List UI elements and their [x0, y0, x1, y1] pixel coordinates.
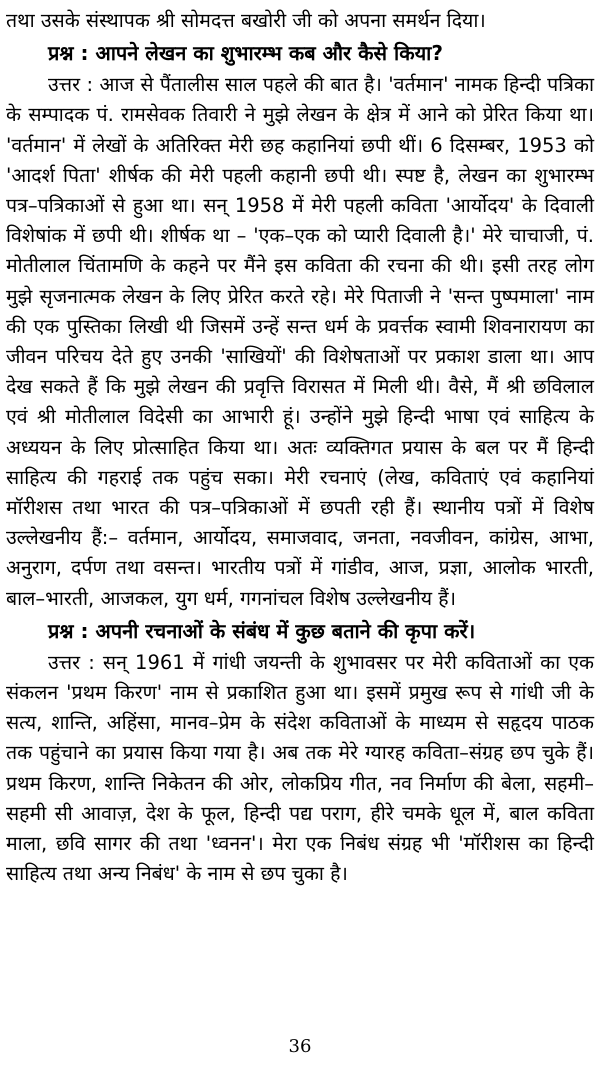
intro-paragraph: तथा उसके संस्थापक श्री सोमदत्त बखोरी जी को अपना समर्थन दिया। — [6, 9, 486, 32]
page-body — [6, 6, 594, 889]
question-2: प्रश्न : अपनी रचनाओं के संबंध में कुछ बताने की कृपा करें। — [48, 618, 476, 643]
question-1: प्रश्न : आपने लेखन का शुभारम्भ कब और कैसे किया? — [48, 41, 443, 66]
page-number: 36 — [288, 1036, 312, 1057]
answer-1: उत्तर : आज से पैंतालीस साल पहले की बात है। 'वर्तमान' नामक हिन्दी पत्रिका के सम्पादक पं. रामसेवक तिवारी ने मुझे लेखन के क्षेत्र में आने को प्रेरित किया था। 'वर्तमान' में लेखों के अतिरिक्त मेरी छह कहानियां छपी थीं। 6 दिसम्बर, 1953 को 'आदर्श पिता' शीर्षक की मेरी पहली कहानी छपी थी। स्पष्ट है, लेखन का शुभारम्भ पत्र–पत्रिकाओं से हुआ था। सन् 1958 में मेरी पहली कविता 'आर्योदय' के दिवाली विशेषांक में छपी थी। शीर्षक था – 'एक–एक को प्यारी दिवाली है।' मेरे चाचाजी, पं. मोतीलाल चिंतामणि के कहने पर मैंने इस कविता की रचना की थी। इसी तरह लोग मुझे सृजनात्मक लेखन के लिए प्रेरित करते रहे। मेरे पिताजी ने 'सन्त पुष्पमाला' नाम की एक पुस्तिका लिखी थी जिसमें उन्हें सन्त धर्म के प्रवर्त्तक स्वामी शिवनारायण का जीवन परिचय देते हुए उनकी 'साखियों' की विशेषताओं पर प्रकाश डाला था। आप देख सकते हैं कि मुझे लेखन की प्रवृत्ति विरासत में मिली थी। वैसे, मैं श्री छविलाल एवं श्री मोतीलाल विदेसी का आभारी हूं। उन्होंने मुझे हिन्दी भाषा एवं साहित्य के अध्ययन के लिए प्रोत्साहित किया था। अतः व्यक्तिगत प्रयास के बल पर मैं हिन्दी साहित्य की गहराई तक पहुंच सका। मेरी रचनाएं (लेख, कविताएं एवं कहानियां मॉरीशस तथा भारत की पत्र–पत्रिकाओं में छपती रही हैं। स्थानीय पत्रों में विशेष उल्लेखनीय हैं:– वर्तमान, आर्योदय, समाजवाद, जनता, नवजीवन, कांग्रेस, आभा, अनुराग, दर्पण तथा वसन्त। भारतीय पत्रों में गांडीव, आज, प्रज्ञा, आलोक भारती, बाल–भारती, आजकल, युग धर्म, गगनांचल विशेष उल्लेखनीय हैं। — [6, 73, 594, 610]
answer-2: उत्तर : सन् 1961 में गांधी जयन्ती के शुभावसर पर मेरी कविताओं का एक संकलन 'प्रथम किरण' नाम से प्रकाशित हुआ था। इसमें प्रमुख रूप से गांधी जी के सत्य, शान्ति, अहिंसा, मानव–प्रेम के संदेश कविताओं के माध्यम से सहृदय पाठक तक पहुंचाने का प्रयास किया गया है। अब तक मेरे ग्यारह कविता–संग्रह छप चुके हैं। प्रथम किरण, शान्ति निकेतन की ओर, लोकप्रिय गीत, नव निर्माण की बेला, सहमी–सहमी सी आवाज़, देश के फूल, हिन्दी पद्य पराग, हीरे चमके धूल में, बाल कविता माला, छवि सागर की तथा 'ध्वनन'। मेरा एक निबंध संग्रह भी 'मॉरीशस का हिन्दी साहित्य तथा अन्य निबंध' के नाम से छप चुका है। — [6, 650, 594, 886]
